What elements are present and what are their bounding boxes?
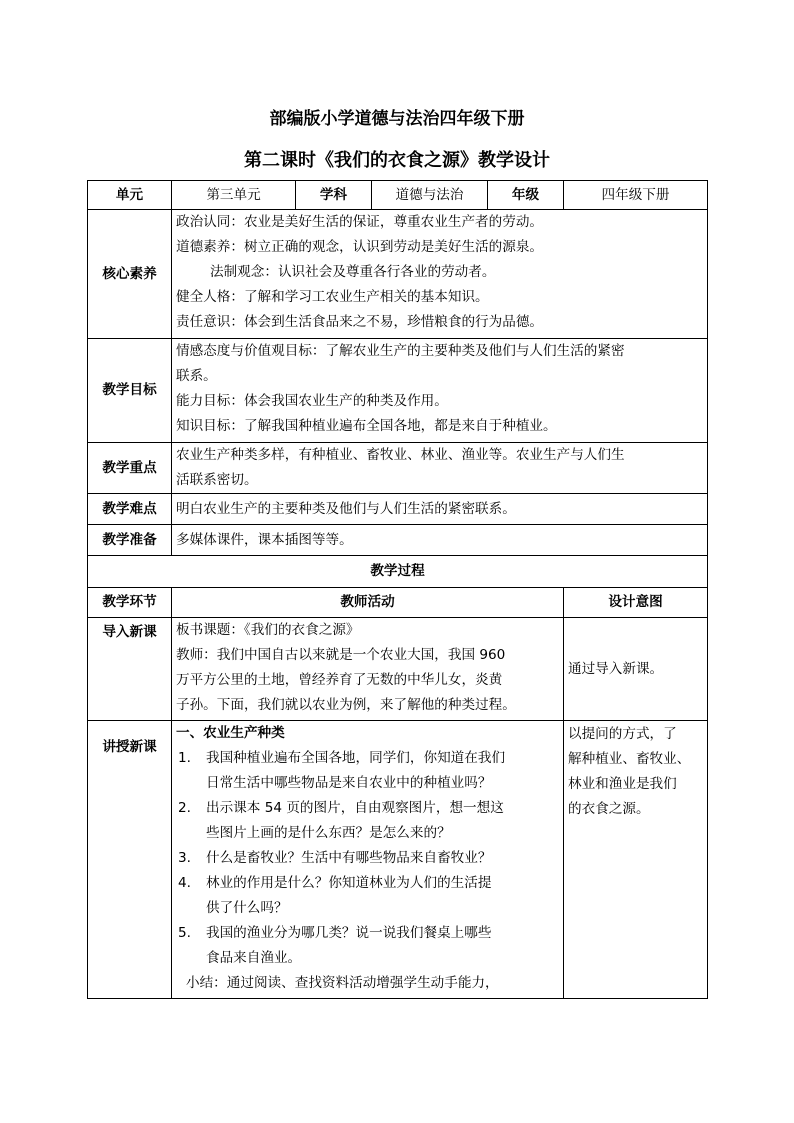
core-label: 核心素养 — [88, 210, 172, 339]
process-columns-row — [88, 588, 708, 618]
subject-value: 道德与法治 — [372, 181, 488, 210]
col-stage-header: 教学环节 — [88, 588, 172, 618]
item-line: 供了什么吗？ — [206, 900, 288, 916]
item-number: 4. — [178, 875, 191, 891]
lecture-row — [88, 721, 708, 999]
goals-content — [172, 339, 708, 443]
lecture-item — [176, 846, 559, 871]
intent-line: 林业和渔业是我们 — [568, 776, 677, 792]
core-line: 法制观念：认识社会及尊重各行各业的劳动者。 — [210, 264, 496, 280]
col-teacher-header: 教师活动 — [172, 588, 564, 618]
unit-label: 单元 — [88, 181, 172, 210]
item-number: 5. — [178, 925, 191, 941]
info-row — [88, 181, 708, 210]
intro-label: 导入新课 — [88, 618, 172, 721]
intent-line: 的衣食之源。 — [568, 801, 650, 817]
difficulty-content: 明白农业生产的主要种类及他们与人们生活的紧密联系。 — [172, 494, 708, 525]
lecture-summary: 小结：通过阅读、查找资料活动增强学生动手能力， — [186, 975, 499, 991]
intro-line: 万平方公里的土地，曾经养育了无数的中华儿女，炎黄 — [176, 672, 503, 688]
item-line: 出示课本 54 页的图片，自由观察图片，想一想这 — [206, 800, 504, 816]
lecture-item — [176, 796, 559, 846]
process-header: 教学过程 — [88, 556, 708, 588]
prep-label: 教学准备 — [88, 525, 172, 556]
goals-label: 教学目标 — [88, 339, 172, 443]
col-intent-header: 设计意图 — [564, 588, 708, 618]
item-number: 3. — [178, 850, 191, 866]
item-line: 日常生活中哪些物品是来自农业中的种植业吗？ — [206, 775, 492, 791]
intro-row — [88, 618, 708, 721]
intro-intent: 通过导入新课。 — [564, 618, 708, 721]
intro-line: 教师：我们中国自古以来就是一个农业大国，我国 960 — [176, 647, 506, 663]
unit-value: 第三单元 — [172, 181, 296, 210]
lecture-section-title: 一、农业生产种类 — [176, 725, 285, 741]
lecture-intent — [564, 721, 708, 999]
key-points-content — [172, 443, 708, 494]
lecture-item — [176, 746, 559, 796]
goals-line: 情感态度与价值观目标：了解农业生产的主要种类及他们与人们生活的紧密 — [176, 343, 625, 359]
intro-line: 板书课题：《我们的衣食之源》 — [176, 622, 360, 638]
intent-line: 以提问的方式，了 — [568, 726, 677, 742]
core-row — [88, 210, 708, 339]
item-line: 我国种植业遍布全国各地，同学们，你知道在我们 — [206, 750, 506, 766]
document-title: 部编版小学道德与法治四年级下册 — [269, 109, 525, 129]
grade-label: 年级 — [488, 181, 564, 210]
item-number: 2. — [178, 800, 191, 816]
lesson-plan-table — [87, 180, 708, 999]
difficulty-row — [88, 494, 708, 525]
grade-value: 四年级下册 — [564, 181, 708, 210]
core-line: 责任意识：体会到生活食品来之不易，珍惜粮食的行为品德。 — [176, 314, 544, 330]
core-line: 政治认同：农业是美好生活的保证，尊重农业生产者的劳动。 — [176, 214, 544, 230]
intent-line: 解种植业、畜牧业、 — [568, 751, 691, 767]
intro-content — [172, 618, 564, 721]
key-points-line: 农业生产种类多样，有种植业、畜牧业、林业、渔业等。农业生产与人们生 — [176, 447, 625, 463]
key-points-label: 教学重点 — [88, 443, 172, 494]
core-content — [172, 210, 708, 339]
lecture-content — [172, 721, 564, 999]
lecture-item — [176, 871, 559, 921]
item-line: 什么是畜牧业？生活中有哪些物品来自畜牧业？ — [206, 850, 492, 866]
prep-row — [88, 525, 708, 556]
item-line: 林业的作用是什么？你知道林业为人们的生活提 — [206, 875, 492, 891]
core-line: 健全人格：了解和学习工农业生产相关的基本知识。 — [176, 289, 489, 305]
lecture-label: 讲授新课 — [88, 721, 172, 999]
item-line: 食品来自渔业。 — [206, 950, 302, 966]
key-points-row — [88, 443, 708, 494]
goals-row — [88, 339, 708, 443]
document-subtitle: 第二课时《我们的衣食之源》教学设计 — [244, 150, 550, 171]
item-line: 我国的渔业分为哪几类？说一说我们餐桌上哪些 — [206, 925, 492, 941]
item-line: 些图片上画的是什么东西？是怎么来的？ — [206, 825, 451, 841]
lecture-item — [176, 921, 559, 971]
difficulty-label: 教学难点 — [88, 494, 172, 525]
goals-line: 能力目标：体会我国农业生产的种类及作用。 — [176, 393, 448, 409]
core-line: 道德素养：树立正确的观念，认识到劳动是美好生活的源泉。 — [176, 239, 544, 255]
item-number: 1. — [178, 750, 191, 766]
process-header-row — [88, 556, 708, 588]
subject-label: 学科 — [296, 181, 372, 210]
prep-content: 多媒体课件，课本插图等等。 — [172, 525, 708, 556]
key-points-line: 活联系密切。 — [176, 472, 258, 488]
goals-line: 知识目标：了解我国种植业遍布全国各地，都是来自于种植业。 — [176, 418, 557, 434]
goals-line: 联系。 — [176, 368, 217, 384]
intro-line: 子孙。下面，我们就以农业为例，来了解他的种类过程。 — [176, 697, 516, 713]
